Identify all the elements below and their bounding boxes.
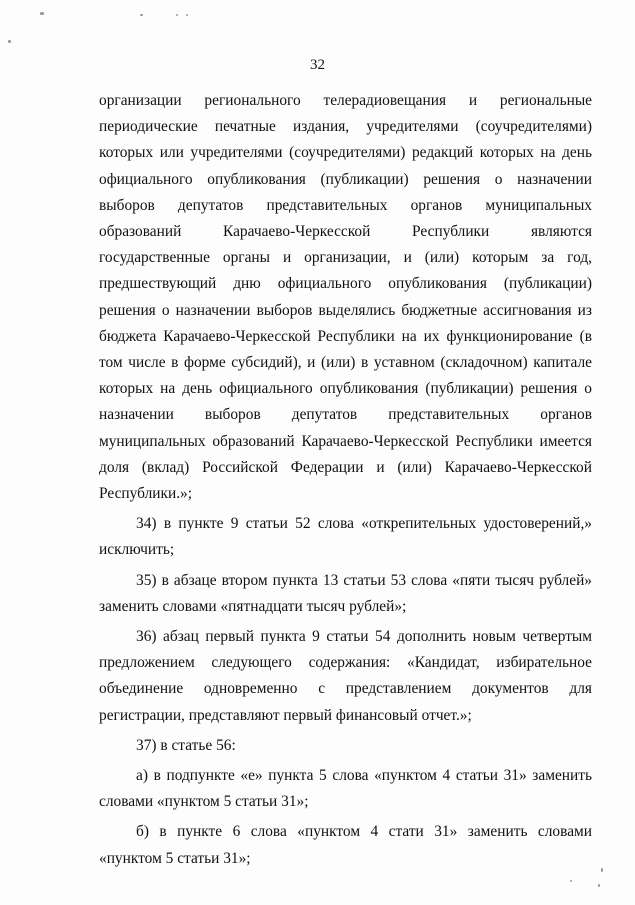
amendment-item-37: 37) в статье 56: <box>136 736 236 754</box>
amendment-subitem-a: а) в подпункте «е» пункта 5 слова «пунктом 4 статьи 31» заменить словами «пунктом 5 статьи 31»; <box>99 767 592 811</box>
scan-speck <box>8 40 11 43</box>
scan-speck <box>186 14 188 16</box>
amendment-subitem-b: б) в пункте 6 слова «пунктом 4 стати 31» заменить словами «пунктом 5 статьи 31»; <box>99 823 592 867</box>
scan-speck <box>140 14 143 16</box>
page-number: 32 <box>310 57 325 73</box>
document-body <box>99 88 592 872</box>
scan-speck <box>176 14 178 16</box>
amendment-item-35: 35) в абзаце втором пункта 13 статьи 53 слова «пяти тысяч рублей» заменить словами «пятнадцати тысяч рублей»; <box>99 571 592 615</box>
body-paragraph: организации регионального телерадиовещания и региональные периодические печатные издания, учредителями (соучредителями) которых или учредителями (соучредителями) редакций которых на день официального опубликования (публикации) решения о назначении выборов депутатов представительных органов муниципальных образований Карачаево-Черкесской Республики являются государственные органы и организации, и (или) которым за год, предшествующий дню официального опубликования (публикации) решения о назначении выборов выделялись бюджетные ассигнования из бюджета Карачаево-Черкесской Республики на их функционирование (в том числе в форме субсидий), и (или) в уставном (складочном) капитале которых на день официального опубликования (публикации) решения о назначении выборов депутатов представительных органов муниципальных образований Карачаево-Черкесской Республики имеется доля (вклад) Российской Федерации и (или) Карачаево-Черкесской Республики.»; <box>99 92 592 503</box>
amendment-item-34: 34) в пункте 9 статьи 52 слова «открепительных удостоверений,» исключить; <box>99 515 592 559</box>
scan-speck <box>40 12 44 15</box>
scan-speck <box>598 884 600 887</box>
amendment-item-36: 36) абзац первый пункта 9 статьи 54 дополнить новым четвертым предложением следующего содержания: «Кандидат, избирательное объединение одновременно с представлением документов для регистрации, представляют первый финансовый отчет.»; <box>99 628 592 724</box>
scan-speck <box>570 880 572 882</box>
scan-speck <box>601 868 603 872</box>
